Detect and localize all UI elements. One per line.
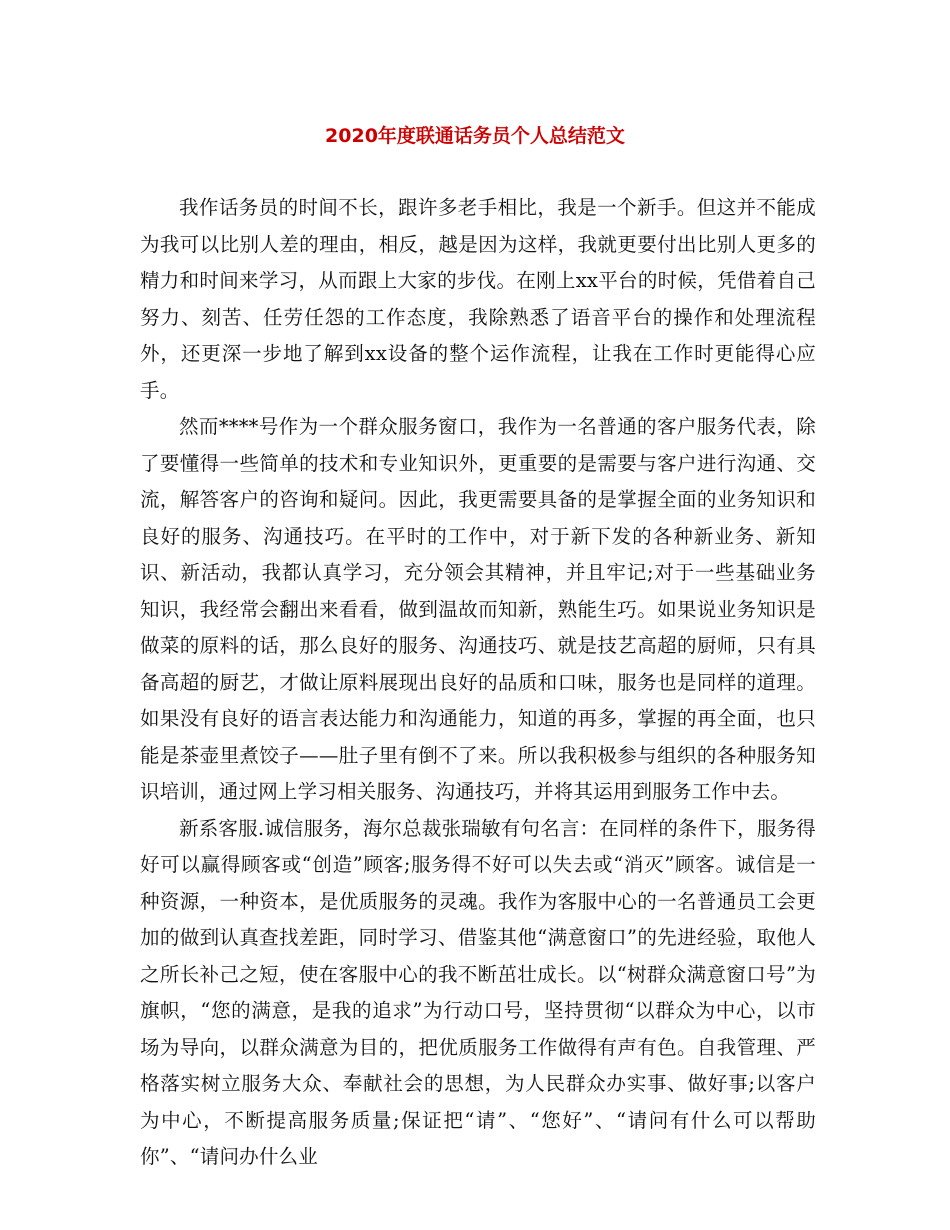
document-title: 2020年度联通话务员个人总结范文 xyxy=(325,125,625,147)
paragraph-3: 新系客服.诚信服务，海尔总裁张瑞敏有句名言：在同样的条件下，服务得好可以赢得顾客或“创造”顾客;服务得不好可以失去或“消灭”顾客。诚信是一种资源，一种资本，是优质服务的灵魂。我作为客服中心的一名普通员工会更加的做到认真查找差距，同时学习、借鉴其他“满意窗口”的先进经验，取他人之所长补己之短，使在客服中心的我不断茁壮成长。以“树群众满意窗口号”为旗帜，“您的满意，是我的追求”为行动口号，坚持贯彻“以群众为中心，以市场为导向，以群众满意为目的，把优质服务工作做得有声有色。自我管理、严格落实树立服务大众、奉献社会的思想，为人民群众办实事、做好事;以客户为中心，不断提高服务质量;保证把“请”、“您好”、“请问有什么可以帮助你”、“请问办什么业 xyxy=(140,816,816,1168)
document-body xyxy=(140,190,816,1176)
paragraph-2: 然而****号作为一个群众服务窗口，我作为一名普通的客户服务代表，除了要懂得一些简单的技术和专业知识外，更重要的是需要与客户进行沟通、交流，解答客户的咨询和疑问。因此，我更需要具备的是掌握全面的业务知识和良好的服务、沟通技巧。在平时的工作中，对于新下发的各种新业务、新知识、新活动，我都认真学习，充分领会其精神，并且牢记;对于一些基础业务知识，我经常会翻出来看看，做到温故而知新，熟能生巧。如果说业务知识是做菜的原料的话，那么良好的服务、沟通技巧、就是技艺高超的厨师，只有具备高超的厨艺，才做让原料展现出良好的品质和口味，服务也是同样的道理。如果没有良好的语言表达能力和沟通能力，知道的再多，掌握的再全面，也只能是茶壶里煮饺子——肚子里有倒不了来。所以我积极参与组织的各种服务知识培训，通过网上学习相关服务、沟通技巧，并将其运用到服务工作中去。 xyxy=(140,415,816,803)
paragraph-1: 我作话务员的时间不长，跟许多老手相比，我是一个新手。但这并不能成为我可以比别人差的理由，相反，越是因为这样，我就更要付出比别人更多的精力和时间来学习，从而跟上大家的步伐。在刚上xx平台的时候，凭借着自己努力、刻苦、任劳任怨的工作态度，我除熟悉了语音平台的操作和处理流程外，还更深一步地了解到xx设备的整个运作流程，让我在工作时更能得心应手。 xyxy=(140,196,816,402)
